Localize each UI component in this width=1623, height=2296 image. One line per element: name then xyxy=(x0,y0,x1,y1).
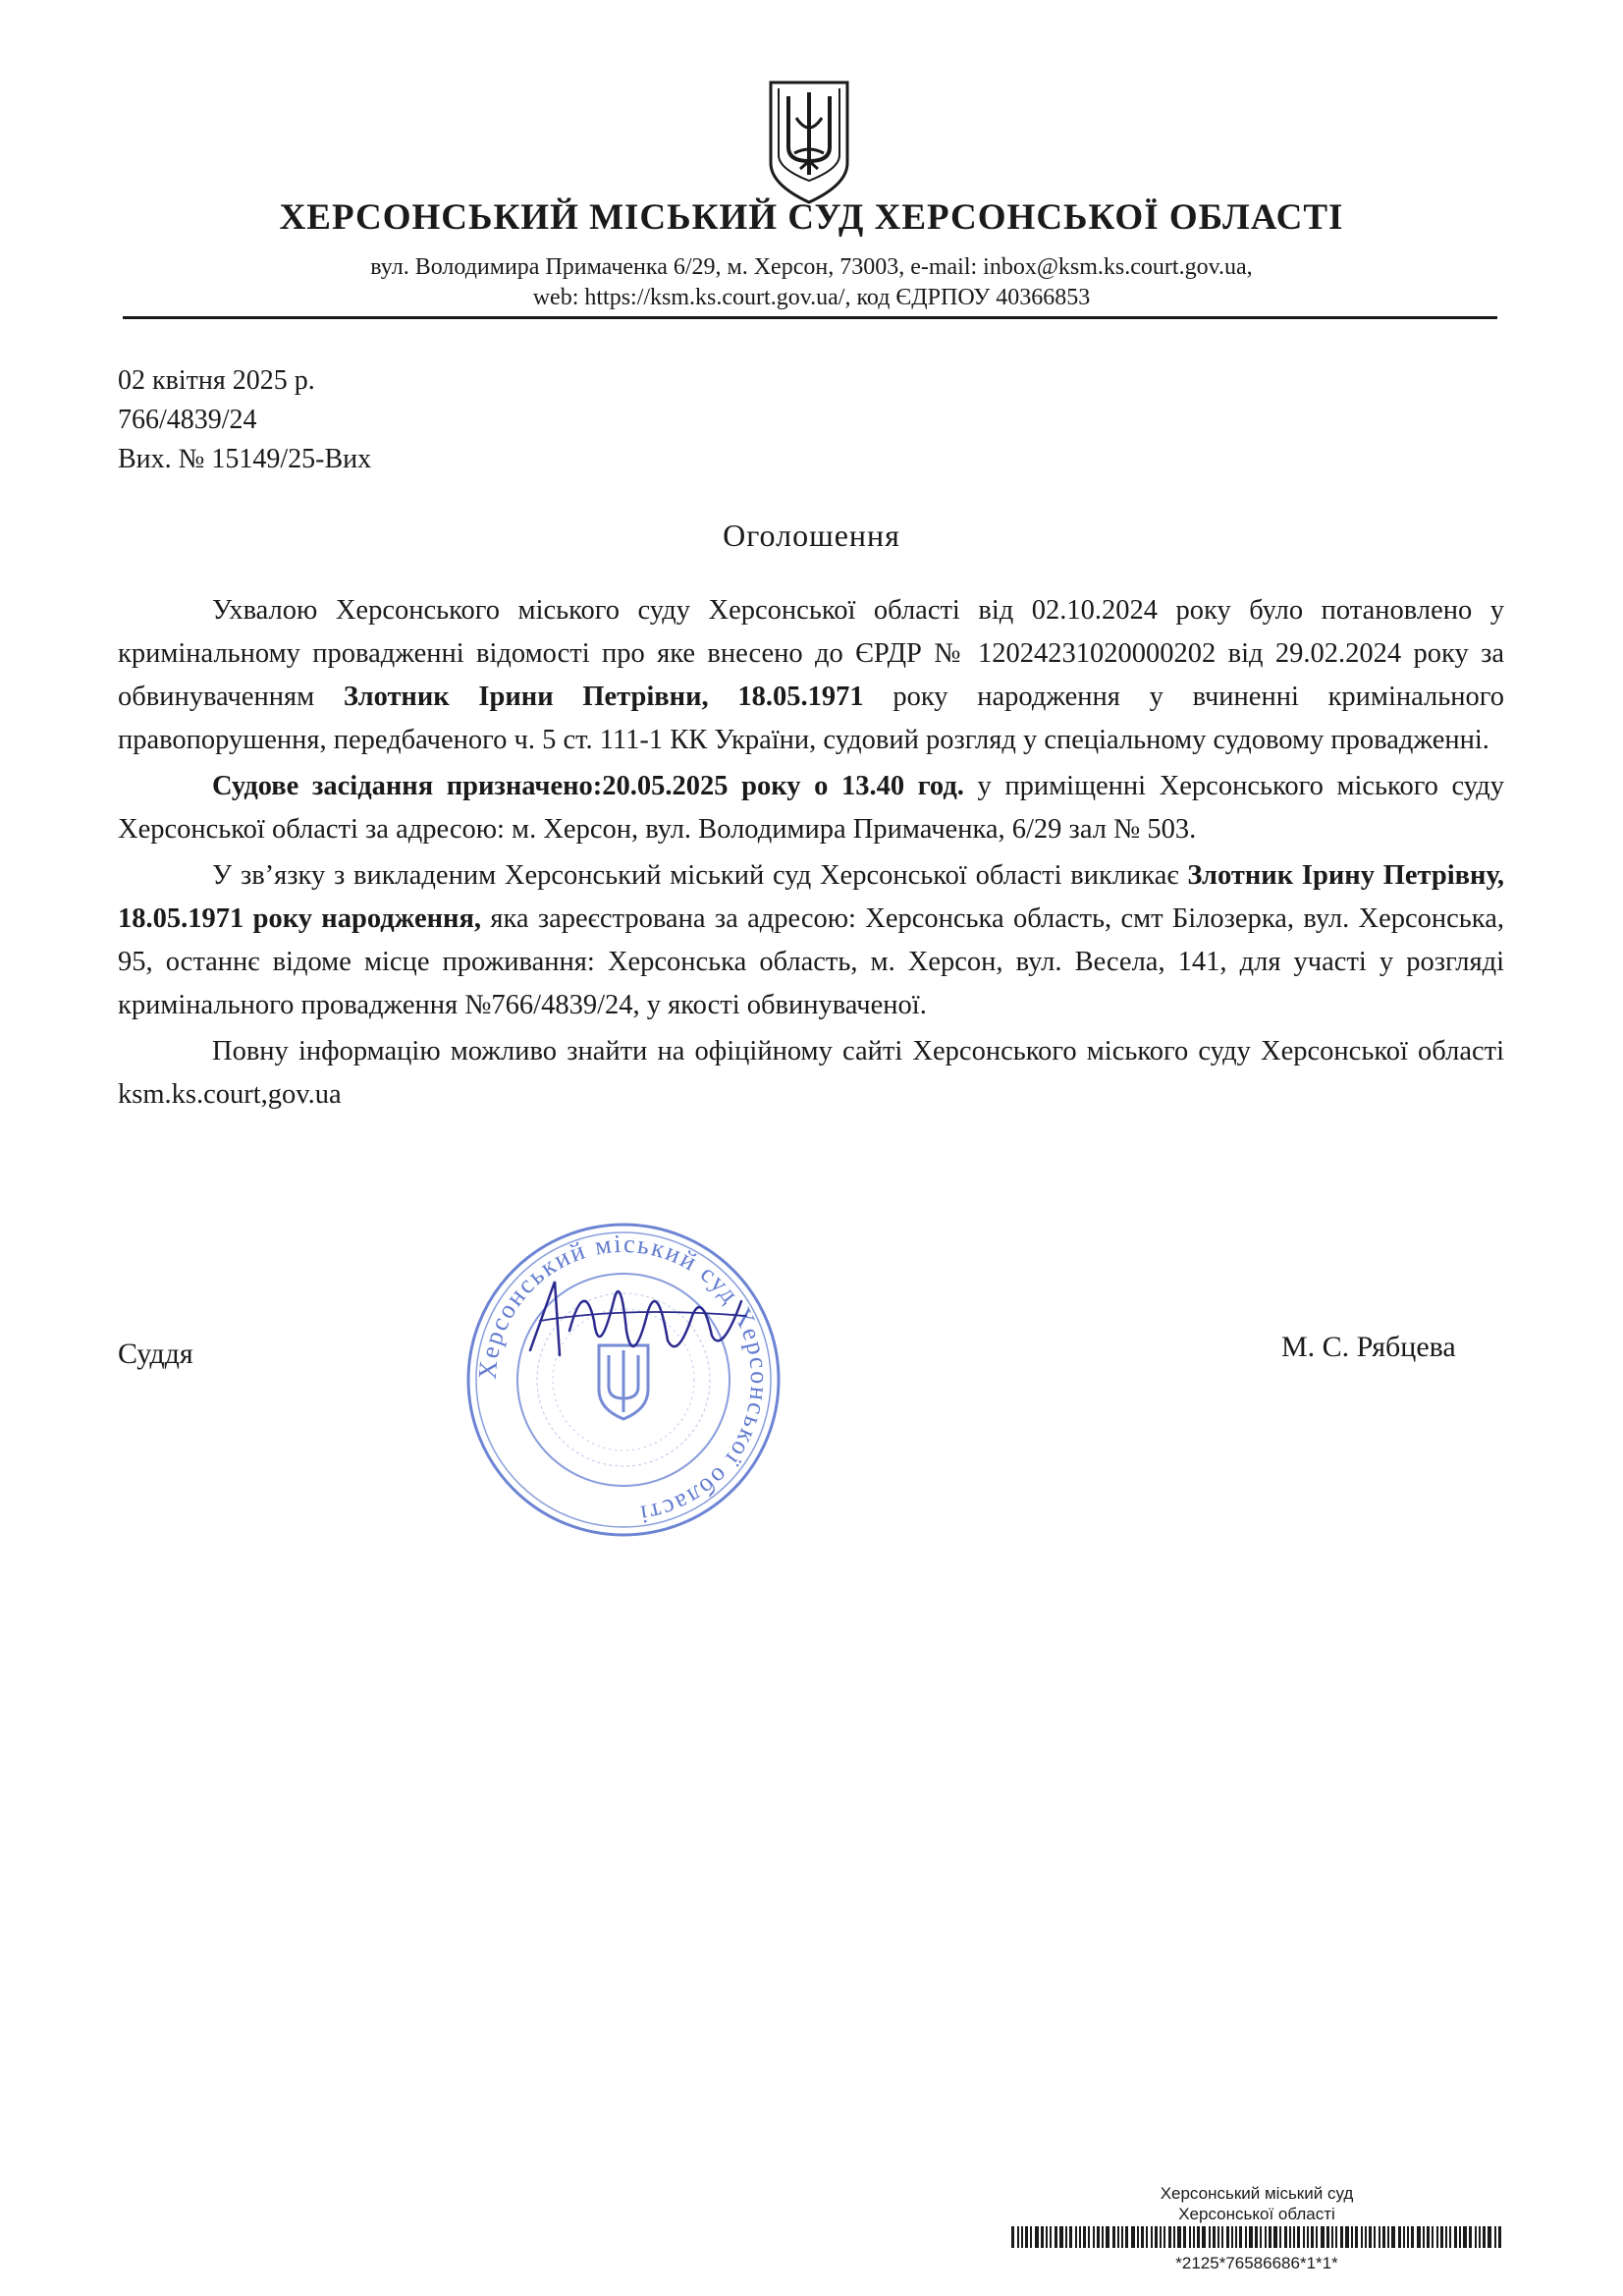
barcode-bar xyxy=(1231,2226,1233,2248)
address-line: вул. Володимира Примаченка 6/29, м. Херсон, 73003, e-mail: inbox@ksm.ks.court.gov.ua, xyxy=(370,254,1253,280)
barcode-bar xyxy=(1102,2226,1104,2248)
barcode-bar xyxy=(1093,2226,1095,2248)
barcode-bar xyxy=(1269,2226,1271,2248)
barcode-bar xyxy=(1423,2226,1425,2248)
barcode-bar xyxy=(1387,2226,1389,2248)
case-number: 766/4839/24 xyxy=(118,405,257,435)
document-title: Оголошення xyxy=(723,518,900,553)
barcode-bar xyxy=(1488,2226,1491,2248)
barcode-bar xyxy=(1245,2226,1247,2248)
outgoing-number: Вих. № 15149/25-Вих xyxy=(118,444,372,474)
barcode-bar xyxy=(1213,2226,1216,2248)
barcode-bar xyxy=(1289,2226,1291,2248)
barcode-bar xyxy=(1361,2226,1363,2248)
barcode-bar xyxy=(1374,2226,1376,2248)
barcode-bar xyxy=(1217,2226,1219,2248)
barcode-bar xyxy=(1202,2226,1206,2248)
barcode-bar xyxy=(1017,2226,1019,2248)
barcode-bar xyxy=(1265,2226,1267,2248)
barcode-bar xyxy=(1249,2226,1253,2248)
barcode-bar xyxy=(1316,2226,1318,2248)
barcode-bar xyxy=(1079,2226,1081,2248)
barcode-bar xyxy=(1083,2226,1086,2248)
barcode-bar xyxy=(1075,2226,1077,2248)
barcode-bar xyxy=(1177,2226,1181,2248)
barcode-bar xyxy=(1436,2226,1438,2248)
barcode-bar xyxy=(1131,2226,1135,2248)
barcode-bar xyxy=(1391,2226,1395,2248)
paragraph-info: Повну інформацію можливо знайти на офіційному сайті Херсонського міського суду Херсонської області ksm.ks.court,gov.ua xyxy=(118,1036,1504,1110)
barcode-bar xyxy=(1125,2226,1128,2248)
barcode-bar xyxy=(1459,2226,1461,2248)
barcode-bar xyxy=(1209,2226,1211,2248)
barcode-bar xyxy=(1321,2226,1325,2248)
barcode-bar xyxy=(1189,2226,1191,2248)
barcode-bar xyxy=(1403,2226,1405,2248)
barcode-bar xyxy=(1221,2226,1223,2248)
barcode-bar xyxy=(1011,2226,1014,2248)
barcode-bar xyxy=(1432,2226,1434,2248)
barcode xyxy=(1011,2226,1502,2248)
barcode-bar xyxy=(1235,2226,1237,2248)
judge-signature xyxy=(511,1262,756,1380)
barcode-bar xyxy=(1106,2226,1109,2248)
barcode-bar xyxy=(1369,2226,1372,2248)
barcode-bar xyxy=(1427,2226,1430,2248)
barcode-bar xyxy=(1112,2226,1115,2248)
svg-text:Херсонський міський суд Херсон: Херсонський міський суд Херсонської області xyxy=(472,1229,775,1530)
barcode-bar xyxy=(1351,2226,1353,2248)
barcode-bar xyxy=(1146,2226,1148,2248)
barcode-bar xyxy=(1365,2226,1367,2248)
document-date: 02 квітня 2025 р. xyxy=(118,365,315,396)
barcode-bar xyxy=(1335,2226,1337,2248)
barcode-bar xyxy=(1055,2226,1057,2248)
barcode-bar xyxy=(1151,2226,1153,2248)
barcode-bar xyxy=(1297,2226,1300,2248)
barcode-bar xyxy=(1331,2226,1333,2248)
barcode-bar xyxy=(1479,2226,1481,2248)
barcode-bar xyxy=(1168,2226,1171,2248)
barcode-bar xyxy=(1097,2226,1100,2248)
barcode-bar xyxy=(1279,2226,1281,2248)
barcode-bar xyxy=(1273,2226,1277,2248)
footer-court-name: Херсонський міський суд Херсонської області xyxy=(1160,2184,1354,2223)
coat-of-arms-icon xyxy=(765,79,853,206)
signature-role: Суддя xyxy=(118,1338,193,1370)
barcode-bar xyxy=(1035,2226,1039,2248)
barcode-bar xyxy=(1021,2226,1023,2248)
barcode-bar xyxy=(1030,2226,1032,2248)
barcode-bar xyxy=(1088,2226,1090,2248)
barcode-bar xyxy=(1411,2226,1414,2248)
barcode-bar xyxy=(1494,2226,1496,2248)
web-line: web: https://ksm.ks.court.gov.ua/, код ЄДРПОУ 40366853 xyxy=(532,285,1091,310)
document-meta xyxy=(118,361,371,479)
barcode-bar xyxy=(1059,2226,1063,2248)
barcode-bar xyxy=(1121,2226,1123,2248)
header-divider xyxy=(123,316,1497,319)
paragraph-summons: У зв’язку з викладеним Херсонський міський суд Херсонської області викликає Злотник Ірину Петрівну, 18.05.1971 року народження, яка зареєстрована за адресою: Херсонська область, смт Білозерка, вул. Херсонська, 95, останнє відоме місце проживання: Херсонська область, м. Херсон, вул. Весела, 141, для участі у розгляді кримінального провадження №766/4839/24, у якості обвинуваченої. xyxy=(118,860,1504,1020)
barcode-bar xyxy=(1454,2226,1457,2248)
barcode-bar xyxy=(1379,2226,1380,2248)
barcode-bar xyxy=(1183,2226,1186,2248)
barcode-bar xyxy=(1345,2226,1349,2248)
barcode-bar xyxy=(1407,2226,1409,2248)
barcode-bar xyxy=(1311,2226,1314,2248)
barcode-bar xyxy=(1255,2226,1258,2248)
barcode-bar xyxy=(1498,2226,1501,2248)
barcode-bar xyxy=(1117,2226,1119,2248)
court-name-heading: ХЕРСОНСЬКИЙ МІСЬКИЙ СУД ХЕРСОНСЬКОЇ ОБЛАСТІ xyxy=(279,197,1344,238)
barcode-bar xyxy=(1398,2226,1401,2248)
barcode-bar xyxy=(1445,2226,1447,2248)
barcode-bar xyxy=(1463,2226,1467,2248)
barcode-bar xyxy=(1239,2226,1242,2248)
barcode-bar xyxy=(1163,2226,1165,2248)
barcode-bar xyxy=(1417,2226,1421,2248)
barcode-bar xyxy=(1475,2226,1477,2248)
barcode-bar xyxy=(1293,2226,1295,2248)
barcode-number: *2125*76586686*1*1* xyxy=(1175,2254,1338,2272)
barcode-bar xyxy=(1155,2226,1158,2248)
barcode-bar xyxy=(1050,2226,1052,2248)
barcode-bar xyxy=(1197,2226,1200,2248)
document-body xyxy=(118,589,1504,1120)
barcode-bar xyxy=(1449,2226,1451,2248)
barcode-bar xyxy=(1193,2226,1195,2248)
barcode-bar xyxy=(1469,2226,1472,2248)
barcode-bar xyxy=(1041,2226,1044,2248)
barcode-bar xyxy=(1326,2226,1329,2248)
court-address xyxy=(0,252,1623,313)
barcode-bar xyxy=(1303,2226,1305,2248)
paragraph-ruling: Ухвалою Херсонського міського суду Херсонської області від 02.10.2024 року було потановлено у кримінальному провадженні відомості про яке внесено до ЄРДР № 12024231020000202 від 29.02.2024 року за обвинуваченням Злотник Ірини Петрівни, 18.05.1971 року народження у вчиненні кримінального правопорушення, передбаченого ч. 5 ст. 111-1 КК України, судовий розгляд у спеціальному судовому провадженні. xyxy=(118,595,1504,755)
barcode-bar xyxy=(1160,2226,1162,2248)
barcode-bar xyxy=(1260,2226,1262,2248)
signature-name: М. С. Рябцева xyxy=(1281,1331,1456,1363)
barcode-bar xyxy=(1307,2226,1309,2248)
barcode-bar xyxy=(1284,2226,1287,2248)
barcode-bar xyxy=(1382,2226,1385,2248)
barcode-bar xyxy=(1355,2226,1358,2248)
barcode-bar xyxy=(1046,2226,1048,2248)
barcode-bar xyxy=(1440,2226,1443,2248)
barcode-bar xyxy=(1137,2226,1139,2248)
barcode-bar xyxy=(1340,2226,1343,2248)
paragraph-hearing: Судове засідання призначено:20.05.2025 року о 13.40 год. у приміщенні Херсонського міського суду Херсонської області за адресою: м. Херсон, вул. Володимира Примаченка, 6/29 зал № 503. xyxy=(118,771,1505,845)
barcode-bar xyxy=(1141,2226,1144,2248)
barcode-bar xyxy=(1069,2226,1072,2248)
barcode-bar xyxy=(1226,2226,1229,2248)
barcode-bar xyxy=(1065,2226,1067,2248)
barcode-bar xyxy=(1483,2226,1486,2248)
barcode-bar xyxy=(1173,2226,1175,2248)
barcode-bar xyxy=(1025,2226,1028,2248)
